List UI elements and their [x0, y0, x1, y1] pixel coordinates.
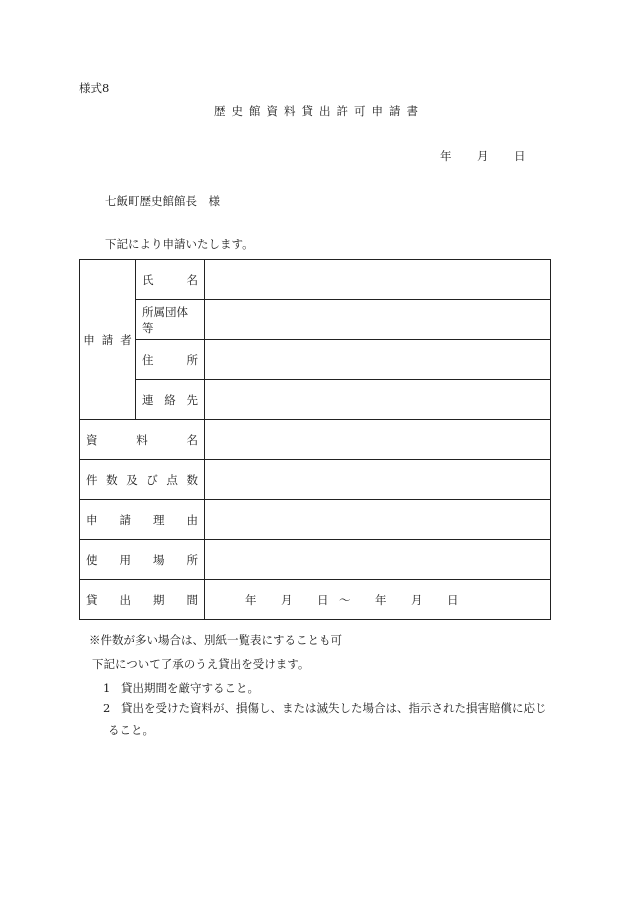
date-day-label: 日	[514, 149, 526, 163]
group-label-char: 者	[120, 332, 132, 347]
table-row	[80, 500, 551, 540]
condition-1: 1 貸出期間を厳守すること。	[103, 681, 259, 695]
date-line	[440, 148, 526, 164]
intro-text: 下記により申請いたします。	[105, 237, 254, 251]
addressee: 七飯町歴史館館長 様	[105, 194, 220, 208]
table-row	[80, 380, 551, 420]
reason-field[interactable]	[205, 500, 551, 540]
address-label: 住 所	[136, 340, 205, 380]
condition-2: 2 貸出を受けた資料が、損傷し、または滅失した場合は、指示された損害賠償に応じ	[103, 701, 547, 715]
loan-period-field[interactable]: 年 月 日 ～ 年 月 日	[205, 580, 551, 620]
affiliation-label: 所属団体等	[136, 300, 205, 340]
date-year-label: 年	[440, 149, 452, 163]
document-title: 歴史館資料貸出許可申請書	[214, 104, 424, 118]
table-row	[80, 340, 551, 380]
condition-2-continuation: ること。	[108, 723, 154, 737]
reason-label: 申 請 理 由	[80, 500, 205, 540]
consent-text: 下記について了承のうえ貸出を受けます。	[92, 657, 310, 671]
table-row	[80, 540, 551, 580]
date-month-label: 月	[477, 149, 489, 163]
loan-period-label: 貸 出 期 間	[80, 580, 205, 620]
table-row	[80, 260, 551, 300]
item-count-field[interactable]	[205, 460, 551, 500]
table-row	[80, 580, 551, 620]
form-number: 様式8	[79, 81, 110, 95]
table-row	[80, 300, 551, 340]
applicant-group-label	[80, 260, 136, 420]
table-row	[80, 460, 551, 500]
address-field[interactable]	[205, 340, 551, 380]
table-row	[80, 420, 551, 460]
item-count-label: 件 数 及 び 点 数	[80, 460, 205, 500]
name-label: 氏 名	[136, 260, 205, 300]
group-label-char: 申	[83, 332, 95, 347]
usage-place-field[interactable]	[205, 540, 551, 580]
material-name-label: 資 料 名	[80, 420, 205, 460]
name-field[interactable]	[205, 260, 551, 300]
contact-field[interactable]	[205, 380, 551, 420]
group-label-char: 請	[101, 332, 114, 347]
material-name-field[interactable]	[205, 420, 551, 460]
affiliation-field[interactable]	[205, 300, 551, 340]
application-form-table	[79, 259, 551, 620]
contact-label: 連 絡 先	[136, 380, 205, 420]
note: ※件数が多い場合は、別紙一覧表にすることも可	[89, 633, 342, 647]
usage-place-label: 使 用 場 所	[80, 540, 205, 580]
